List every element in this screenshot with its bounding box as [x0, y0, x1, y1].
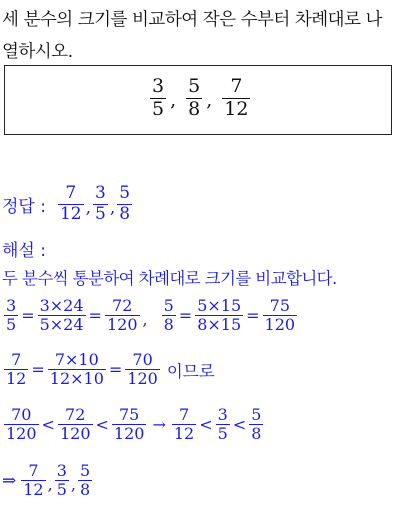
given-fraction: $\frac{7}{12}$ — [224, 75, 249, 120]
answer-fraction: $\frac{7}{12}$ — [59, 183, 82, 224]
question-text — [2, 4, 398, 68]
equals-sign: = — [31, 360, 45, 380]
question-line-2: 열하시오. — [2, 42, 73, 62]
fraction: $\frac{7}{12}$ — [6, 350, 27, 389]
comma: , — [142, 309, 148, 329]
right-arrow-icon: → — [152, 415, 166, 435]
fraction: $\frac{7}{12}$ — [173, 405, 195, 444]
given-fraction: $\frac{3}{5}$ — [152, 75, 165, 120]
explanation-label: 해설 : — [2, 241, 46, 261]
fraction: $\frac{72}{120}$ — [106, 296, 138, 335]
fraction: $\frac{70}{120}$ — [127, 350, 158, 389]
fraction: $\frac{5}{8}$ — [163, 296, 174, 335]
answer-row — [2, 184, 134, 224]
explanation-line-4 — [2, 462, 94, 500]
question-line-1: 세 분수의 크기를 비교하여 작은 수부터 차례대로 나 — [2, 10, 382, 30]
implies-arrow-icon: ⇒ — [2, 470, 17, 491]
fraction: $\frac{70}{120}$ — [6, 405, 37, 444]
fraction: $\frac{7}{12}$ — [23, 461, 44, 500]
fraction: $\frac{3}{5}$ — [56, 461, 67, 500]
comma: , — [70, 474, 76, 494]
comma: , — [85, 198, 92, 219]
less-than-sign: < — [95, 415, 109, 435]
equals-sign: = — [88, 306, 102, 326]
equals-sign: = — [108, 360, 123, 380]
given-fractions — [148, 76, 252, 121]
comma: , — [170, 88, 177, 111]
therefore-text: 이므로 — [166, 361, 215, 381]
comma: , — [109, 198, 116, 219]
explanation-line-3 — [2, 406, 265, 444]
explanation-line-1 — [2, 297, 299, 335]
equals-sign: = — [21, 306, 35, 326]
fraction: $\frac{5\times 15}{8\times 15}$ — [197, 296, 242, 335]
fraction: $\frac{72}{120}$ — [59, 405, 91, 444]
answer-fraction: $\frac{5}{8}$ — [119, 183, 131, 224]
equals-sign: = — [246, 306, 260, 326]
comma: , — [206, 88, 213, 111]
less-than-sign: < — [199, 415, 213, 435]
comma: , — [47, 474, 53, 494]
less-than-sign: < — [232, 415, 247, 435]
answer-label: 정답 : — [2, 196, 46, 217]
fraction: $\frac{5}{8}$ — [251, 405, 262, 444]
fraction: $\frac{3}{5}$ — [217, 405, 228, 444]
answer-fraction: $\frac{3}{5}$ — [95, 183, 106, 224]
fraction: $\frac{75}{120}$ — [113, 405, 145, 444]
fraction: $\frac{75}{120}$ — [264, 296, 296, 335]
fraction: $\frac{5}{8}$ — [79, 461, 91, 500]
explanation-line-2 — [2, 351, 215, 389]
fraction: $\frac{3}{5}$ — [6, 296, 17, 335]
explanation-intro: 두 분수씩 통분하여 차례대로 크기를 비교합니다. — [2, 269, 337, 288]
fraction: $\frac{3\times 24}{5\times 24}$ — [39, 296, 84, 335]
less-than-sign: < — [41, 415, 55, 435]
given-fraction: $\frac{5}{8}$ — [188, 75, 201, 120]
equals-sign: = — [178, 306, 193, 326]
fraction: $\frac{7\times 10}{12\times 10}$ — [49, 350, 104, 389]
